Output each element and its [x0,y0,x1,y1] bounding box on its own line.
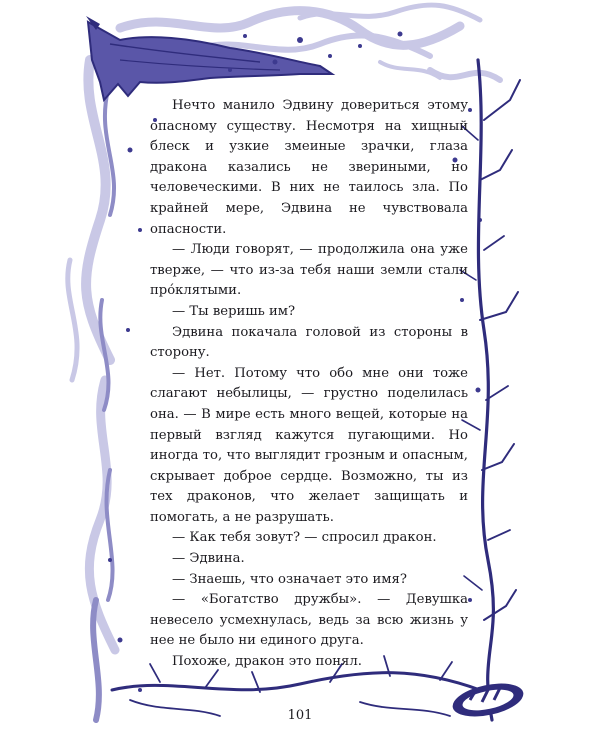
paragraph: Эдвина покачала головой из стороны в сторону. [150,324,468,361]
paragraph: Нечто манило Эдвину довериться этому опасному существу. Несмотря на хищный блеск и узкие змеиные зрачки, глаза дракона казались не звериными, но человеческими. В них не таилось зла. По крайней мере, Эдвина не чувствовала опасности. [150,98,468,237]
right-branches [460,60,520,720]
paragraph: — Знаешь, что означает это имя? [172,571,407,587]
body-text [150,96,468,673]
paragraph: — Ты веришь им? [172,303,296,319]
paragraph: — Люди говорят, — продолжила она уже тверже, — что из-за тебя наши земли стали про́клятыми. [150,242,468,299]
paragraph: — Эдвина. [172,551,245,567]
paragraph: — Нет. Потому что обо мне они тоже слагают небылицы, — грустно поделилась она. — В мире есть много вещей, которые на первый взгляд кажутся пугающими. Но иногда то, что выглядит грозным и опасным, скрывает доброе сердце. Возможно, ты из тех драконов, что желает защищать и помогать, а не разрушать. [150,365,468,525]
paragraph: Похоже, дракон это понял. [172,654,362,670]
paragraph: — «Богатство дружбы». — Девушка невесело усмехнулась, ведь за всю жизнь у нее не было ни единого друга. [150,592,468,649]
paragraph: — Как тебя зовут? — спросил дракон. [172,530,437,546]
page-number: 101 [287,708,313,723]
